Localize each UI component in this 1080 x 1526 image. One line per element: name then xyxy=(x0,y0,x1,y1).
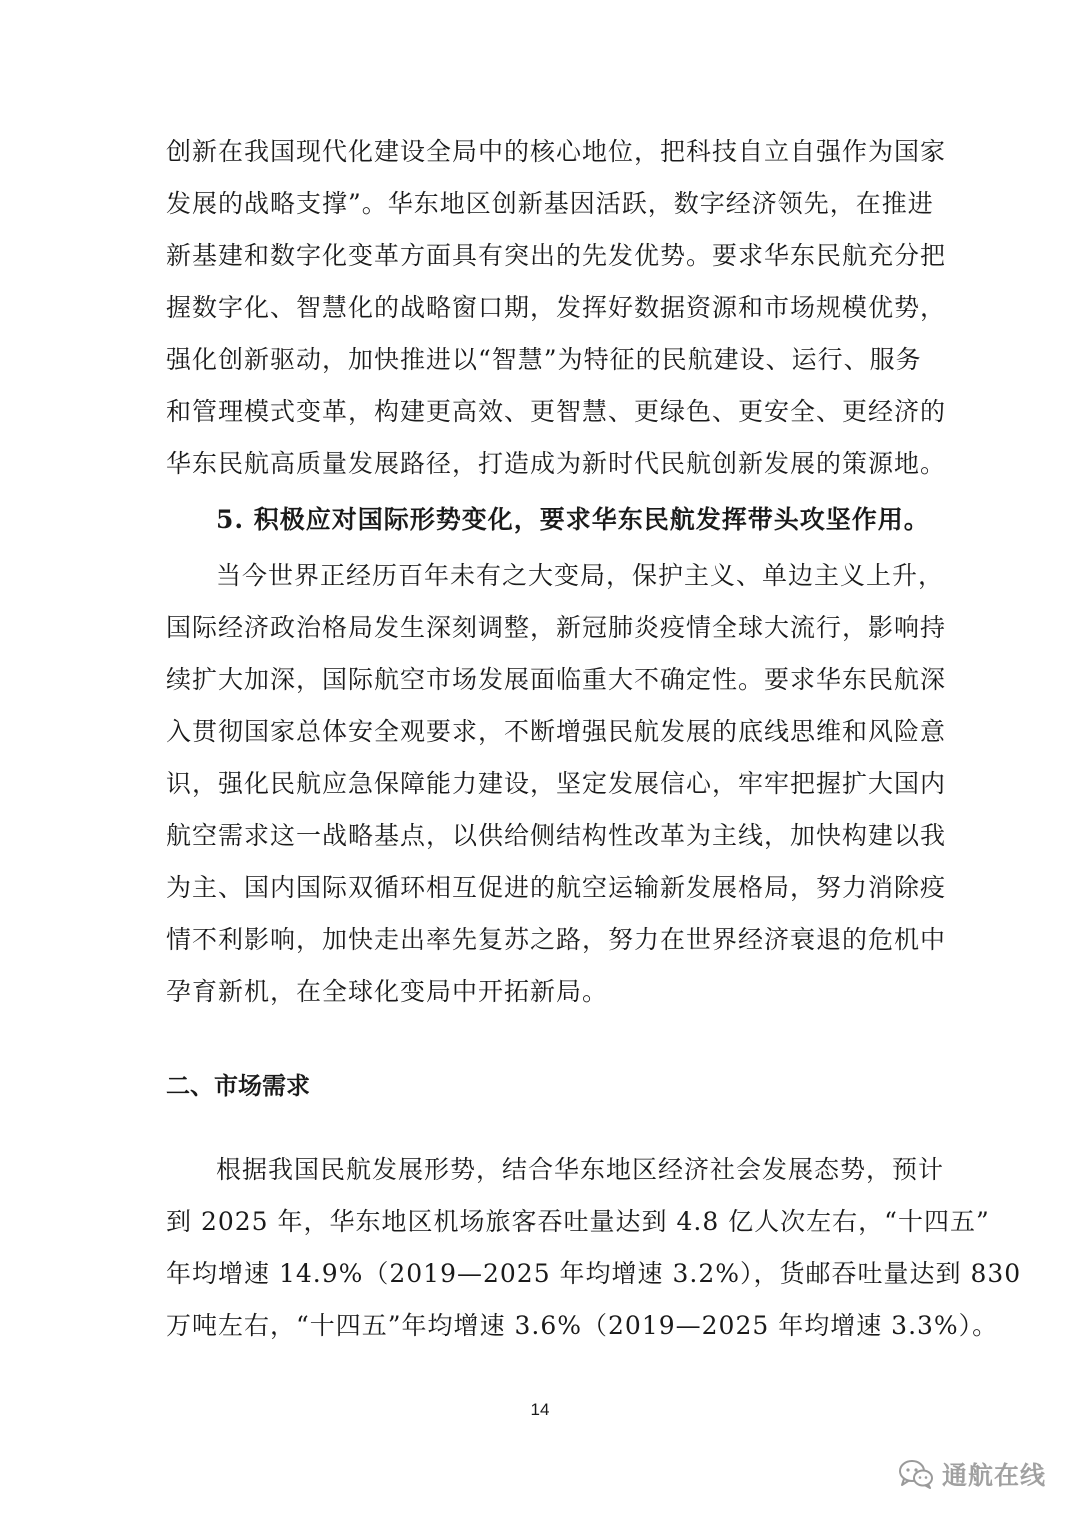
paragraph-line: 识，强化民航应急保障能力建设，坚定发展信心，牢牢把握扩大国内 xyxy=(166,769,947,798)
page-number: 14 xyxy=(530,1400,550,1419)
item-5-heading: 5. 积极应对国际形势变化，要求华东民航发挥带头攻坚作用。 xyxy=(216,505,930,534)
paragraph-line: 国际经济政治格局发生深刻调整，新冠肺炎疫情全球大流行，影响持 xyxy=(166,613,947,642)
paragraph-line: 强化创新驱动，加快推进以“智慧”为特征的民航建设、运行、服务 xyxy=(166,345,922,374)
paragraph-line: 孕育新机，在全球化变局中开拓新局。 xyxy=(166,977,609,1006)
paragraph-line: 华东民航高质量发展路径，打造成为新时代民航创新发展的策源地。 xyxy=(166,449,947,478)
paragraph-line: 新基建和数字化变革方面具有突出的先发优势。要求华东民航充分把 xyxy=(166,241,947,270)
paragraph-line: 情不利影响，加快走出率先复苏之路，努力在世界经济衰退的危机中 xyxy=(166,925,947,954)
paragraph-innovation xyxy=(166,126,947,490)
wechat-icon xyxy=(898,1459,934,1489)
paragraph-line: 入贯彻国家总体安全观要求，不断增强民航发展的底线思维和风险意 xyxy=(166,717,947,746)
paragraph-line: 年均增速 14.9%（2019—2025 年均增速 3.2%），货邮吞吐量达到 830 xyxy=(166,1259,1022,1288)
paragraph-market-forecast xyxy=(166,1144,1022,1352)
item-5-heading-block xyxy=(166,494,930,546)
paragraph-line: 当今世界正经历百年未有之大变局，保护主义、单边主义上升， xyxy=(216,561,945,590)
paragraph-line: 握数字化、智慧化的战略窗口期，发挥好数据资源和市场规模优势， xyxy=(166,293,947,322)
paragraph-line: 到 2025 年，华东地区机场旅客吞吐量达到 4.8 亿人次左右，“十四五” xyxy=(166,1207,990,1236)
watermark xyxy=(898,1454,1046,1494)
paragraph-line: 根据我国民航发展形势，结合华东地区经济社会发展态势，预计 xyxy=(216,1155,945,1184)
watermark-text: 通航在线 xyxy=(942,1461,1047,1490)
paragraph-international xyxy=(166,550,947,1018)
paragraph-line: 和管理模式变革，构建更高效、更智慧、更绿色、更安全、更经济的 xyxy=(166,397,947,426)
paragraph-line: 创新在我国现代化建设全局中的核心地位，把科技自立自强作为国家 xyxy=(166,137,947,166)
paragraph-line: 续扩大加深，国际航空市场发展面临重大不确定性。要求华东民航深 xyxy=(166,665,947,694)
paragraph-line: 万吨左右，“十四五”年均增速 3.6%（2019—2025 年均增速 3.3%）。 xyxy=(166,1311,999,1340)
paragraph-line: 发展的战略支撑”。华东地区创新基因活跃，数字经济领先，在推进 xyxy=(166,189,934,218)
section-heading-market-demand: 二、市场需求 xyxy=(166,1072,310,1100)
paragraph-line: 为主、国内国际双循环相互促进的航空运输新发展格局，努力消除疫 xyxy=(166,873,947,902)
paragraph-line: 航空需求这一战略基点，以供给侧结构性改革为主线，加快构建以我 xyxy=(166,821,947,850)
